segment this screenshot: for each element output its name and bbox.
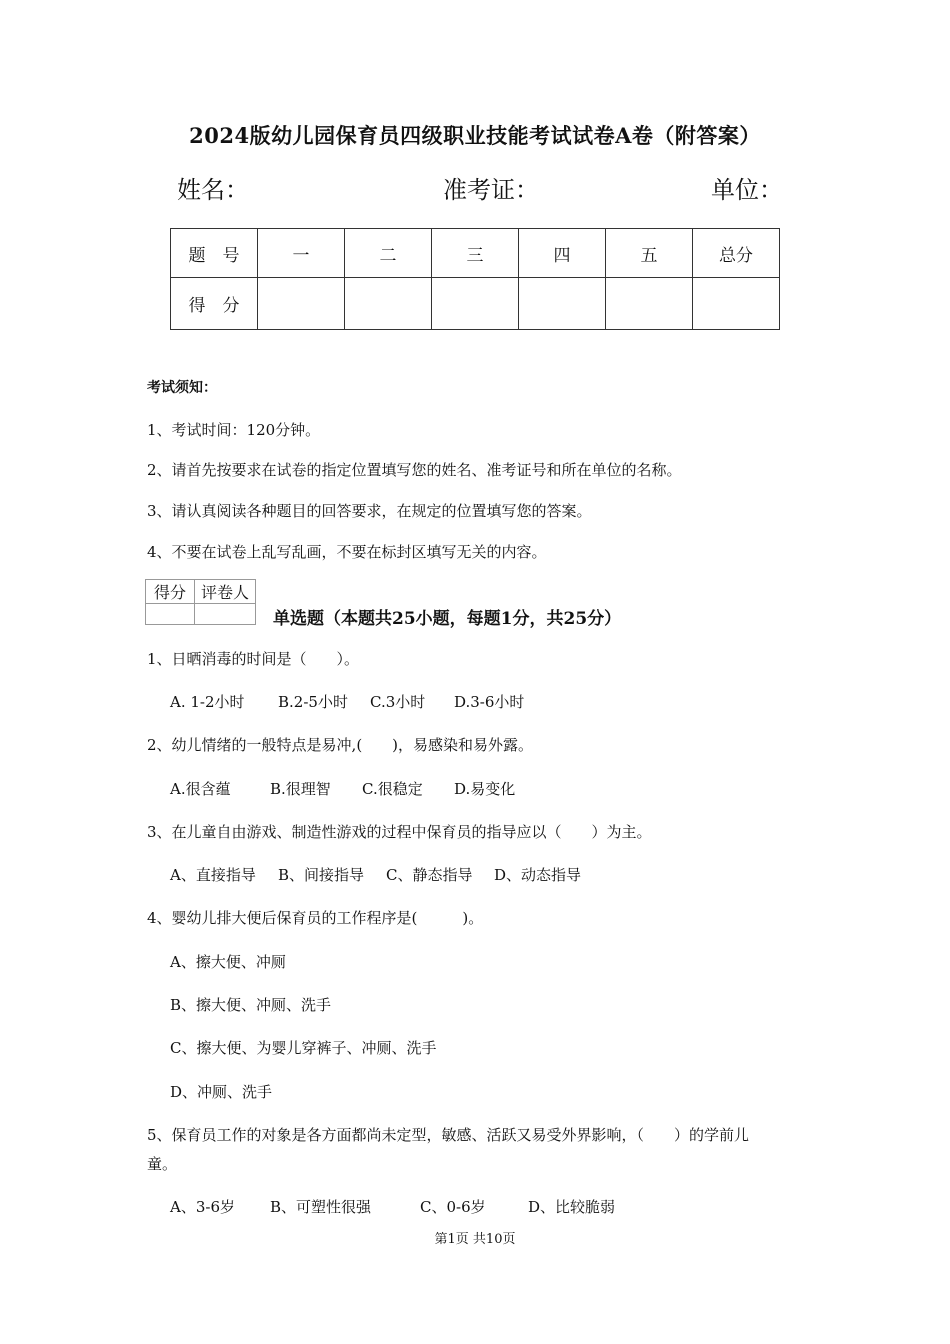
question-stem: 4、婴幼儿排大便后保育员的工作程序是( )。 (147, 909, 484, 927)
unit-label: 单位： (711, 176, 783, 204)
grader-score-cell[interactable] (146, 604, 195, 625)
option[interactable]: A、擦大便、冲厕 (170, 953, 286, 971)
option[interactable]: A. 1-2小时 (170, 693, 245, 711)
option[interactable]: A、3-6岁 (170, 1198, 235, 1216)
section-title: 单选题（本题共25小题，每题1分，共25分） (273, 609, 622, 629)
option[interactable]: D、冲厕、洗手 (170, 1083, 273, 1101)
option[interactable]: B、擦大便、冲厕、洗手 (170, 996, 332, 1014)
question-stem: 3、在儿童自由游戏、制造性游戏的过程中保育员的指导应以（ ）为主。 (147, 823, 652, 841)
name-label: 姓名： (177, 176, 249, 204)
score-header-cell: 三 (432, 229, 519, 278)
question-stem-continued: 童。 (147, 1155, 178, 1173)
option[interactable]: C、0-6岁 (420, 1198, 486, 1216)
option[interactable]: A.很含蕴 (170, 780, 231, 798)
score-row-label: 得 分 (171, 278, 258, 330)
exam-id-label: 准考证： (443, 176, 539, 204)
score-header-cell: 四 (519, 229, 606, 278)
grader-name-cell[interactable] (195, 604, 256, 625)
notice-heading: 考试须知： (147, 380, 217, 396)
option[interactable]: A、直接指导 (170, 866, 256, 884)
notice-item: 1、考试时间：120分钟。 (147, 421, 321, 439)
score-header-cell: 一 (258, 229, 345, 278)
grader-box (145, 579, 256, 625)
score-cell[interactable] (258, 278, 345, 330)
page-title: 2024版幼儿园保育员四级职业技能考试试卷A卷（附答案） (189, 123, 761, 148)
option[interactable]: C.3小时 (370, 693, 426, 711)
score-header-cell: 五 (606, 229, 693, 278)
option[interactable]: B.很理智 (270, 780, 331, 798)
option[interactable]: D、比较脆弱 (528, 1198, 616, 1216)
score-header-cell: 题 号 (171, 229, 258, 278)
option[interactable]: B、可塑性很强 (270, 1198, 372, 1216)
score-cell[interactable] (519, 278, 606, 330)
score-table (170, 228, 780, 330)
option[interactable]: B.2-5小时 (278, 693, 348, 711)
score-cell[interactable] (345, 278, 432, 330)
score-header-cell: 总分 (693, 229, 780, 278)
score-cell[interactable] (432, 278, 519, 330)
grader-name-label: 评卷人 (195, 580, 256, 604)
notice-item: 2、请首先按要求在试卷的指定位置填写您的姓名、准考证号和所在单位的名称。 (147, 461, 682, 479)
notice-item: 3、请认真阅读各种题目的回答要求，在规定的位置填写您的答案。 (147, 502, 592, 520)
question-options (170, 1196, 615, 1217)
question-options (170, 864, 581, 885)
score-cell[interactable] (606, 278, 693, 330)
notice-item: 4、不要在试卷上乱写乱画，不要在标封区填写无关的内容。 (147, 543, 547, 561)
option[interactable]: D、动态指导 (494, 866, 582, 884)
option[interactable]: C、擦大便、为婴儿穿裤子、冲厕、洗手 (170, 1039, 437, 1057)
option[interactable]: D.3-6小时 (454, 693, 525, 711)
question-stem: 5、保育员工作的对象是各方面都尚未定型，敏感、活跃又易受外界影响，（ ）的学前儿 (147, 1126, 750, 1144)
question-stem: 2、幼儿情绪的一般特点是易冲,( )，易感染和易外露。 (147, 736, 534, 754)
option[interactable]: D.易变化 (454, 780, 516, 798)
option[interactable]: C.很稳定 (362, 780, 423, 798)
question-options (170, 691, 524, 712)
page-footer: 第1页 共10页 (434, 1232, 516, 1247)
score-cell[interactable] (693, 278, 780, 330)
question-options (170, 778, 515, 799)
score-header-cell: 二 (345, 229, 432, 278)
option[interactable]: B、间接指导 (278, 866, 365, 884)
question-stem: 1、日晒消毒的时间是（ ）。 (147, 650, 360, 668)
option[interactable]: C、静态指导 (386, 866, 473, 884)
grader-score-label: 得分 (146, 580, 195, 604)
